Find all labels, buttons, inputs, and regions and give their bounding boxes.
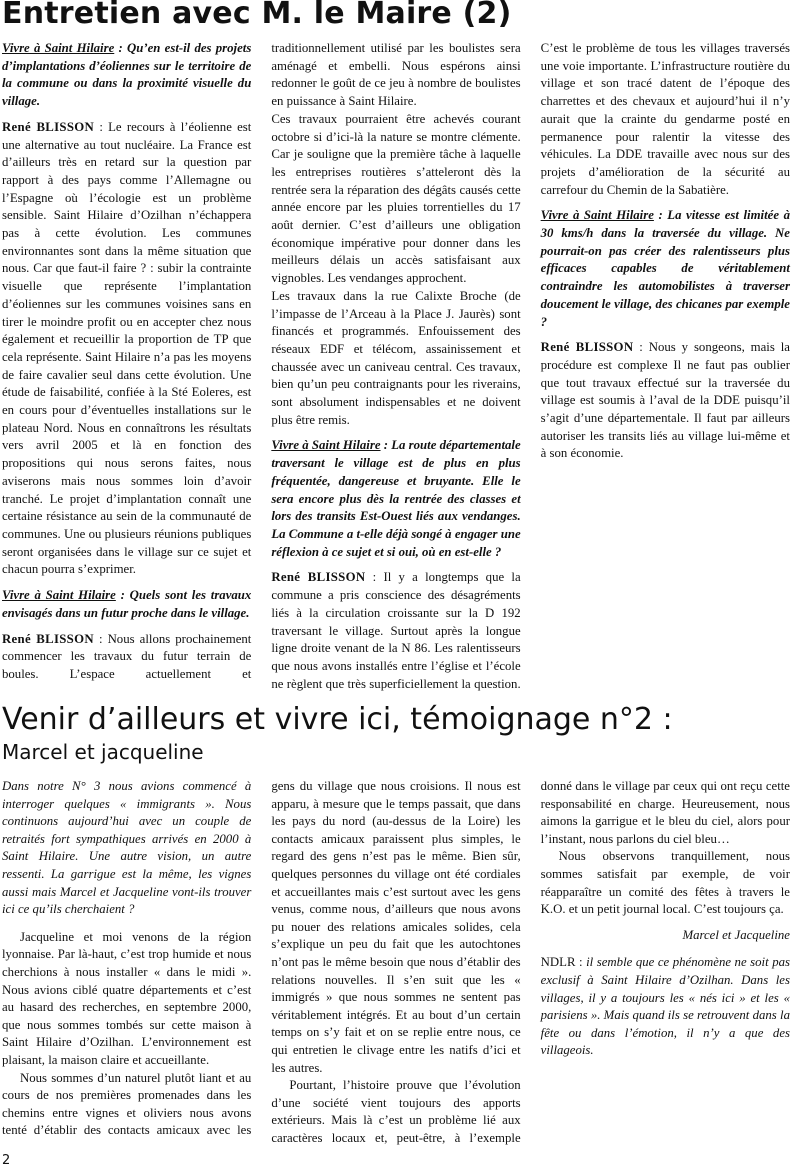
speaker-name: René BLISSON [271, 570, 366, 585]
publication-name: Vivre à Saint Hilaire [2, 41, 115, 55]
answer-2: René BLISSON : Nous allons prochainement commencer les travaux du futur terrain de boules. L’espace actuellement et traditionnellement utilisé par les boulistes sera aménagé et embelli. Nous espérons ainsi redonner le goût de ce jeu à nombre de boulistes en puissance à Saint Hilaire. [2, 41, 521, 681]
interview-body [2, 40, 790, 695]
answer-1: René BLISSON : Le recours à l’éolienne est une alternative au tout nucléaire. La France est d’ailleurs très en retard sur la question par rapport à des pays comme l’Allemagne ou l’Espagne où l’écologie est un problème sensible. Saint Hilaire d’Ozilhan n’échappera pas à cette évolution. Les communes environnantes sont dans la même situation que nous. Car que faut-il faire ? : subir la contrainte visuelle que représente l’implantation d’éoliennes sur les communes voisines sans en tirer le moindre profit ou en accepter chez nous également et recueillir la proportion de TP que cela représente. Saint Hilaire n’a pas les moyens de faire cavalier seul dans cette évolution. Une étude de faisabilité, confiée à la Sté Eoleres, est en cours pour d’éventuelles installations sur le plateau Nord. Nous en connaîtrons les résultats vers avril 2005 et là en fonction des propositions qui nous serons faites, nous aviserons mais nous sommes loin d’avoir tranché. Le projet d’implantation connaît une certaine résistance au sein de la communauté de communes. Une ou plusieurs réunions publiques seront organisées dans le village sur ce sujet et chacun pourra s’exprimer. [2, 119, 252, 577]
testimony-intro: Dans notre N° 3 nous avions commencé à interroger quelques « immigrants ». Nous continuons aujourd’hui avec un couple de retraités fort sympathiques arrivés en 2000 à Saint Hilaire. Une autre vision, un autre ressenti. La garrigue est la même, les vignes aussi mais Marcel et Jacqueline vont-ils trouver ici ce qu’ils cherchaient ? [2, 779, 252, 917]
testimony-subtitle: Marcel et jacqueline [2, 740, 204, 764]
answer-2-continued: Ces travaux pourraient être achevés courant octobre si d’ici-là la nature se montre clémente. Car je souligne que la première tâche à laquelle les entreprises routières s’atteleront dès la rentrée sera la réparation des dégâts causés cette année encore par les pluies torrentielles du 17 août dernier. C’est d’ailleurs une obligation économique impérative pour donner dans les meilleurs délais un accès satisfaisant aux vignobles. Les vendanges approchent. [271, 111, 521, 286]
testimony-paragraph: Nous observons tranquillement, nous sommes satisfait par exemple, de voir réapparaître un comité des fêtes à travers le K.O. et un petit journal local. C’est toujours ça. [540, 849, 790, 917]
publication-name: Vivre à Saint Hilaire [2, 588, 116, 603]
answer-3: René BLISSON : Il y a longtemps que la commune a pris conscience des désagréments liés à la circulation croissante sur la D 192 traversant le village. Surtout après la longue ligne droite venant de la N 86. Les ralentisseurs que nous avons installés entre l’église et l’école ne règlent que très superficiellement la question. C’est le problème de tous les villages traversés une voie importante. L’infrastructure routière du village et son tracé datent de l’époque des charrettes et des chevaux et aujourd’hui il n’y aurait que la crainte du gendarme posté en permanence pour ralentir la vitesse des véhicules. La DDE travaille avec nous sur des projets d’amélioration de la sécurité au carrefour du Chemin de la Sabatière. [271, 41, 790, 691]
question-3: Vivre à Saint Hilaire : La route départementale traversant le village est de plus en plus fréquentée, dangereuse et bruyante. Elle le sera encore plus dès la rentrée des classes et lors des transits Est-Ouest liés aux vendanges. La Commune a t-elle déjà songé à engager une réflexion à ce sujet et si oui, où en est-elle ? [271, 438, 521, 559]
question-1: Vivre à Saint Hilaire : Qu’en est-il des projets d’implantations d’éoliennes sur le territoire de la commune ou dans la proximité visuelle du village. [2, 41, 252, 109]
publication-name: Vivre à Saint Hilaire [540, 208, 654, 223]
testimony-signature: Marcel et Jacqueline [682, 927, 790, 942]
testimony-paragraph: Pourtant, l’histoire prouve que l’évolution d’une société vient toujours des apports extérieurs. Mais là c’est un problème lié aux caractères locaux et, peut-être, à l’exemple donné dans le village par ceux qui ont reçu cette responsabilité en charge. Heureusement, nous aimons la garrigue et le bleu du ciel, alors pour l’instant, nous parlons du ciel bleu… [271, 779, 790, 1145]
answer-2-roadworks: Les travaux dans la rue Calixte Broche (de l’impasse de l’Arceau à la Place J. Jaurès) sont financés et programmés. Enfouissement des réseaux EDF et télécom, assainissement et chaussée avec un caniveau central. Ces travaux, bien qu’un peu contraignants pour les riverains, sont absolument indispensables et ne doivent plus être remis. [271, 288, 521, 427]
editor-note [541, 954, 790, 1060]
editor-note-label: NDLR : [540, 955, 587, 970]
question-2: Vivre à Saint Hilaire : Quels sont les travaux envisagés dans un futur proche dans le village. [2, 588, 252, 620]
speaker-name: René BLISSON [2, 119, 95, 134]
speaker-name: René BLISSON [540, 340, 634, 355]
page-number: 2 [2, 1153, 11, 1168]
testimony-paragraph: Nous sommes d’un naturel plutôt liant et au cours de nos premières promenades dans les chemins entre vignes et oliviers nous avons tenté d’établir des contacts amicaux avec les gens du village que nous croisions. Il nous est apparu, à mesure que le temps passait, que dans les pays du nord (au-dessus de la Loire) les contacts amicaux paraissent plus simples, le regard des gens n’est pas le même. Bien sûr, quelques personnes du village ont été cordiales et accueillantes mais c’est surtout avec les gens venus, comme nous, d’ailleurs que nous avons pu nouer des relations amicales solides, cela s’explique un peu du fait que les autochtones n’ont pas le même besoin que nous d’établir des relations nouvelles. Il s’en suit que les « immigrés » que nous sommes ne sentent pas véritablement intégrés. Et au bout d’un certain temps on s’y fait et on se replie entre nous, ce qui entretien le clivage entre les natifs d’ici et les autres. [2, 779, 521, 1138]
speaker-name: René BLISSON [2, 631, 94, 646]
testimony-title: Venir d’ailleurs et vivre ici, témoignage n°2 : [2, 702, 673, 737]
editor-note-text: il semble que ce phénomène ne soit pas exclusif à Saint Hilaire d’Ozilhan. Dans les villages, il y a toujours les « nés ici » et les « parisiens ». Mais quand ils se retrouvent dans la fête ou dans l’émotion, il n’y a que des villageois. [540, 955, 790, 1058]
question-4: Vivre à Saint Hilaire : La vitesse est limitée à 30 kms/h dans la traversée du village. Ne pourrait-on pas créer des ralentisseurs plus efficaces capables de véritablement contraindre les automobilistes à traverser doucement le village, des chicanes par exemple ? [540, 208, 790, 329]
testimony-paragraph: Jacqueline et moi venons de la région lyonnaise. Par là-haut, c’est trop humide et nous cherchions à nous installer « dans le midi ». Nous avions ciblé quatre départements et c’est au hasard des recherches, en septembre 2000, que nous sommes tombés sur cette maison à Saint Hilaire d’Ozilhan. L’environnement est plaisant, la maison claire et accueillante. [2, 929, 252, 1067]
interview-title: Entretien avec M. le Maire (2) [2, 0, 512, 31]
answer-4: René BLISSON : Nous y songeons, mais la procédure est complexe Il ne faut pas oublier que tout travaux effectué sur la traversée du village est soumis à l’aval de la DDE puisqu’il s’agit d’une départementale. Il faut par ailleurs autoriser les transits liés au village lui-même et à son économie. [540, 340, 790, 461]
testimony-body [2, 778, 790, 1150]
publication-name: Vivre à Saint Hilaire [271, 438, 381, 453]
